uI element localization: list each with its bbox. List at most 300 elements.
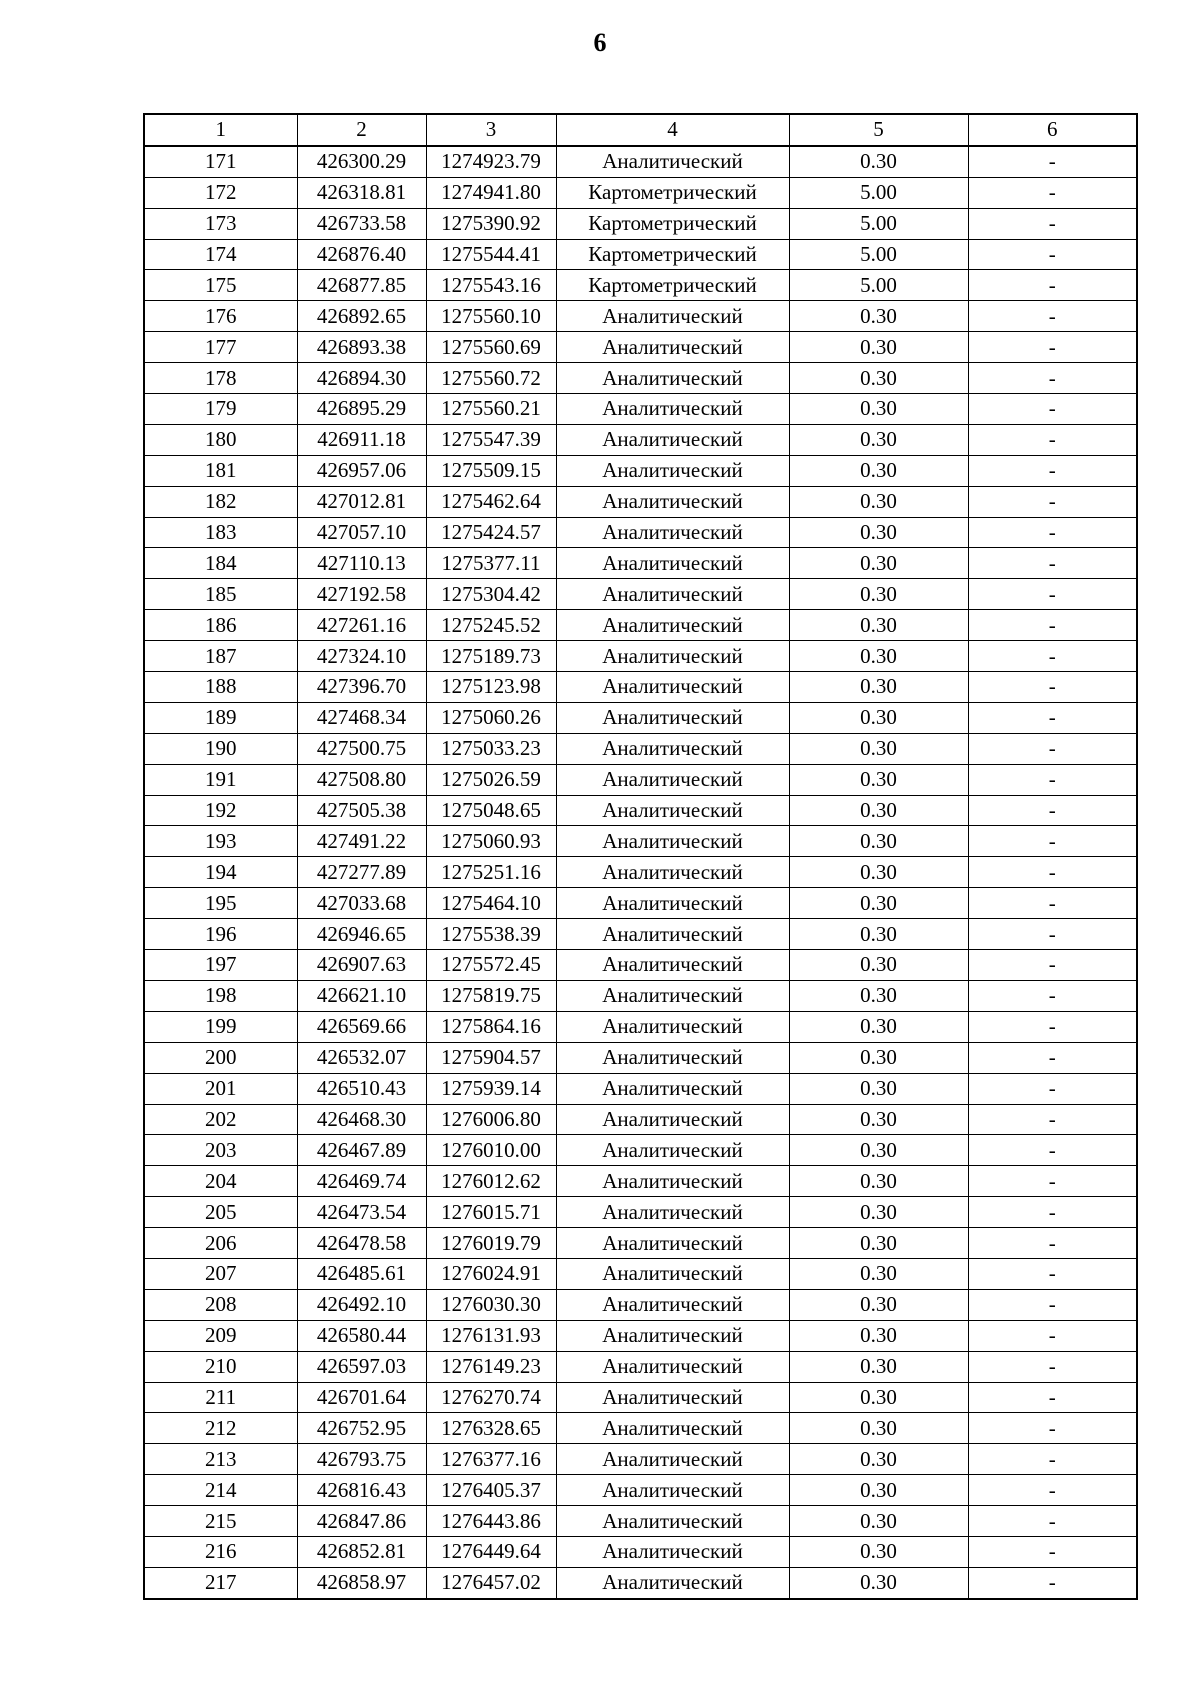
accuracy-cell: 0.30 <box>789 1382 968 1413</box>
x-coordinate-cell: 427110.13 <box>297 548 426 579</box>
column-header: 6 <box>968 114 1137 146</box>
y-coordinate-cell: 1275377.11 <box>426 548 556 579</box>
point-number-cell: 181 <box>144 455 297 486</box>
table-row <box>144 486 1137 517</box>
point-number-cell: 176 <box>144 301 297 332</box>
y-coordinate-cell: 1276457.02 <box>426 1567 556 1598</box>
table-row <box>144 1320 1137 1351</box>
note-cell: - <box>968 733 1137 764</box>
y-coordinate-cell: 1276019.79 <box>426 1228 556 1259</box>
point-number-cell: 207 <box>144 1258 297 1289</box>
note-cell: - <box>968 610 1137 641</box>
y-coordinate-cell: 1275048.65 <box>426 795 556 826</box>
y-coordinate-cell: 1275026.59 <box>426 764 556 795</box>
method-cell: Картометрический <box>556 239 789 270</box>
y-coordinate-cell: 1275560.10 <box>426 301 556 332</box>
note-cell: - <box>968 1351 1137 1382</box>
accuracy-cell: 0.30 <box>789 1197 968 1228</box>
table-row <box>144 980 1137 1011</box>
method-cell: Аналитический <box>556 1536 789 1567</box>
point-number-cell: 192 <box>144 795 297 826</box>
x-coordinate-cell: 426858.97 <box>297 1567 426 1598</box>
y-coordinate-cell: 1276131.93 <box>426 1320 556 1351</box>
x-coordinate-cell: 426852.81 <box>297 1536 426 1567</box>
point-number-cell: 186 <box>144 610 297 641</box>
note-cell: - <box>968 1011 1137 1042</box>
point-number-cell: 197 <box>144 950 297 981</box>
accuracy-cell: 0.30 <box>789 486 968 517</box>
method-cell: Аналитический <box>556 301 789 332</box>
note-cell: - <box>968 1567 1137 1598</box>
note-cell: - <box>968 672 1137 703</box>
method-cell: Аналитический <box>556 919 789 950</box>
y-coordinate-cell: 1276270.74 <box>426 1382 556 1413</box>
note-cell: - <box>968 1228 1137 1259</box>
table-row <box>144 579 1137 610</box>
table-row <box>144 455 1137 486</box>
point-number-cell: 174 <box>144 239 297 270</box>
y-coordinate-cell: 1275251.16 <box>426 857 556 888</box>
table-row <box>144 239 1137 270</box>
x-coordinate-cell: 427508.80 <box>297 764 426 795</box>
note-cell: - <box>968 1042 1137 1073</box>
point-number-cell: 191 <box>144 764 297 795</box>
table-row <box>144 1413 1137 1444</box>
y-coordinate-cell: 1275060.93 <box>426 826 556 857</box>
x-coordinate-cell: 426478.58 <box>297 1228 426 1259</box>
page-number: 6 <box>593 28 607 57</box>
y-coordinate-cell: 1275304.42 <box>426 579 556 610</box>
table-row <box>144 1444 1137 1475</box>
note-cell: - <box>968 239 1137 270</box>
table-row <box>144 1228 1137 1259</box>
accuracy-cell: 0.30 <box>789 1289 968 1320</box>
accuracy-cell: 0.30 <box>789 146 968 177</box>
table-row <box>144 270 1137 301</box>
x-coordinate-cell: 427033.68 <box>297 888 426 919</box>
note-cell: - <box>968 1475 1137 1506</box>
y-coordinate-cell: 1276012.62 <box>426 1166 556 1197</box>
y-coordinate-cell: 1276377.16 <box>426 1444 556 1475</box>
method-cell: Аналитический <box>556 1351 789 1382</box>
method-cell: Аналитический <box>556 641 789 672</box>
note-cell: - <box>968 1536 1137 1567</box>
y-coordinate-cell: 1274923.79 <box>426 146 556 177</box>
point-number-cell: 193 <box>144 826 297 857</box>
table-row <box>144 672 1137 703</box>
method-cell: Аналитический <box>556 672 789 703</box>
point-number-cell: 182 <box>144 486 297 517</box>
table-row <box>144 517 1137 548</box>
x-coordinate-cell: 426876.40 <box>297 239 426 270</box>
accuracy-cell: 0.30 <box>789 888 968 919</box>
point-number-cell: 175 <box>144 270 297 301</box>
x-coordinate-cell: 426469.74 <box>297 1166 426 1197</box>
note-cell: - <box>968 1258 1137 1289</box>
accuracy-cell: 5.00 <box>789 208 968 239</box>
y-coordinate-cell: 1275560.72 <box>426 363 556 394</box>
y-coordinate-cell: 1276030.30 <box>426 1289 556 1320</box>
table-row <box>144 1382 1137 1413</box>
point-number-cell: 202 <box>144 1104 297 1135</box>
accuracy-cell: 0.30 <box>789 301 968 332</box>
table-row <box>144 1073 1137 1104</box>
table-row <box>144 1135 1137 1166</box>
accuracy-cell: 0.30 <box>789 455 968 486</box>
x-coordinate-cell: 426621.10 <box>297 980 426 1011</box>
y-coordinate-cell: 1275560.21 <box>426 394 556 425</box>
method-cell: Аналитический <box>556 1475 789 1506</box>
x-coordinate-cell: 426907.63 <box>297 950 426 981</box>
accuracy-cell: 0.30 <box>789 579 968 610</box>
point-number-cell: 177 <box>144 332 297 363</box>
y-coordinate-cell: 1274941.80 <box>426 177 556 208</box>
table-row <box>144 424 1137 455</box>
method-cell: Аналитический <box>556 764 789 795</box>
note-cell: - <box>968 980 1137 1011</box>
note-cell: - <box>968 208 1137 239</box>
x-coordinate-cell: 426793.75 <box>297 1444 426 1475</box>
point-number-cell: 203 <box>144 1135 297 1166</box>
method-cell: Аналитический <box>556 394 789 425</box>
accuracy-cell: 0.30 <box>789 517 968 548</box>
y-coordinate-cell: 1275060.26 <box>426 702 556 733</box>
y-coordinate-cell: 1276015.71 <box>426 1197 556 1228</box>
table-row <box>144 733 1137 764</box>
accuracy-cell: 0.30 <box>789 1475 968 1506</box>
accuracy-cell: 0.30 <box>789 795 968 826</box>
method-cell: Аналитический <box>556 517 789 548</box>
y-coordinate-cell: 1275033.23 <box>426 733 556 764</box>
accuracy-cell: 5.00 <box>789 270 968 301</box>
x-coordinate-cell: 427057.10 <box>297 517 426 548</box>
point-number-cell: 212 <box>144 1413 297 1444</box>
y-coordinate-cell: 1276449.64 <box>426 1536 556 1567</box>
point-number-cell: 210 <box>144 1351 297 1382</box>
table-row <box>144 332 1137 363</box>
column-header: 4 <box>556 114 789 146</box>
accuracy-cell: 0.30 <box>789 1011 968 1042</box>
method-cell: Аналитический <box>556 579 789 610</box>
method-cell: Аналитический <box>556 1258 789 1289</box>
method-cell: Аналитический <box>556 455 789 486</box>
y-coordinate-cell: 1275464.10 <box>426 888 556 919</box>
note-cell: - <box>968 1413 1137 1444</box>
table-row <box>144 888 1137 919</box>
method-cell: Аналитический <box>556 1567 789 1598</box>
x-coordinate-cell: 426485.61 <box>297 1258 426 1289</box>
accuracy-cell: 0.30 <box>789 919 968 950</box>
note-cell: - <box>968 146 1137 177</box>
accuracy-cell: 0.30 <box>789 1166 968 1197</box>
y-coordinate-cell: 1275572.45 <box>426 950 556 981</box>
table-row <box>144 363 1137 394</box>
table-row <box>144 1567 1137 1598</box>
y-coordinate-cell: 1275819.75 <box>426 980 556 1011</box>
note-cell: - <box>968 1104 1137 1135</box>
column-header: 3 <box>426 114 556 146</box>
table-row <box>144 1536 1137 1567</box>
note-cell: - <box>968 332 1137 363</box>
y-coordinate-cell: 1275560.69 <box>426 332 556 363</box>
accuracy-cell: 0.30 <box>789 857 968 888</box>
accuracy-cell: 0.30 <box>789 1351 968 1382</box>
method-cell: Аналитический <box>556 950 789 981</box>
method-cell: Аналитический <box>556 1228 789 1259</box>
column-header: 5 <box>789 114 968 146</box>
accuracy-cell: 0.30 <box>789 702 968 733</box>
y-coordinate-cell: 1275390.92 <box>426 208 556 239</box>
method-cell: Аналитический <box>556 1166 789 1197</box>
y-coordinate-cell: 1276006.80 <box>426 1104 556 1135</box>
point-number-cell: 201 <box>144 1073 297 1104</box>
table-row <box>144 1506 1137 1537</box>
x-coordinate-cell: 426318.81 <box>297 177 426 208</box>
note-cell: - <box>968 270 1137 301</box>
point-number-cell: 215 <box>144 1506 297 1537</box>
table-row <box>144 1351 1137 1382</box>
y-coordinate-cell: 1276010.00 <box>426 1135 556 1166</box>
note-cell: - <box>968 1289 1137 1320</box>
table-row <box>144 764 1137 795</box>
note-cell: - <box>968 1073 1137 1104</box>
point-number-cell: 217 <box>144 1567 297 1598</box>
point-number-cell: 189 <box>144 702 297 733</box>
note-cell: - <box>968 301 1137 332</box>
accuracy-cell: 0.30 <box>789 1320 968 1351</box>
y-coordinate-cell: 1276328.65 <box>426 1413 556 1444</box>
x-coordinate-cell: 426532.07 <box>297 1042 426 1073</box>
note-cell: - <box>968 888 1137 919</box>
point-number-cell: 204 <box>144 1166 297 1197</box>
point-number-cell: 188 <box>144 672 297 703</box>
table-row <box>144 1289 1137 1320</box>
accuracy-cell: 0.30 <box>789 1444 968 1475</box>
method-cell: Аналитический <box>556 1197 789 1228</box>
method-cell: Аналитический <box>556 702 789 733</box>
x-coordinate-cell: 426877.85 <box>297 270 426 301</box>
accuracy-cell: 5.00 <box>789 239 968 270</box>
note-cell: - <box>968 363 1137 394</box>
point-number-cell: 178 <box>144 363 297 394</box>
method-cell: Аналитический <box>556 1104 789 1135</box>
method-cell: Аналитический <box>556 1382 789 1413</box>
x-coordinate-cell: 426895.29 <box>297 394 426 425</box>
method-cell: Аналитический <box>556 1042 789 1073</box>
note-cell: - <box>968 1506 1137 1537</box>
x-coordinate-cell: 426893.38 <box>297 332 426 363</box>
table-row <box>144 177 1137 208</box>
accuracy-cell: 0.30 <box>789 1073 968 1104</box>
table-body <box>144 146 1137 1599</box>
x-coordinate-cell: 426492.10 <box>297 1289 426 1320</box>
x-coordinate-cell: 426892.65 <box>297 301 426 332</box>
x-coordinate-cell: 427491.22 <box>297 826 426 857</box>
method-cell: Аналитический <box>556 610 789 641</box>
method-cell: Аналитический <box>556 332 789 363</box>
point-number-cell: 173 <box>144 208 297 239</box>
x-coordinate-cell: 426957.06 <box>297 455 426 486</box>
y-coordinate-cell: 1276405.37 <box>426 1475 556 1506</box>
accuracy-cell: 0.30 <box>789 394 968 425</box>
point-number-cell: 199 <box>144 1011 297 1042</box>
accuracy-cell: 0.30 <box>789 1228 968 1259</box>
table-row <box>144 641 1137 672</box>
accuracy-cell: 0.30 <box>789 424 968 455</box>
point-number-cell: 206 <box>144 1228 297 1259</box>
table-row <box>144 1104 1137 1135</box>
method-cell: Аналитический <box>556 548 789 579</box>
method-cell: Аналитический <box>556 1289 789 1320</box>
point-number-cell: 196 <box>144 919 297 950</box>
accuracy-cell: 0.30 <box>789 363 968 394</box>
table-row <box>144 548 1137 579</box>
accuracy-cell: 0.30 <box>789 1042 968 1073</box>
y-coordinate-cell: 1275864.16 <box>426 1011 556 1042</box>
note-cell: - <box>968 1197 1137 1228</box>
x-coordinate-cell: 426597.03 <box>297 1351 426 1382</box>
point-number-cell: 190 <box>144 733 297 764</box>
method-cell: Аналитический <box>556 826 789 857</box>
x-coordinate-cell: 426468.30 <box>297 1104 426 1135</box>
note-cell: - <box>968 764 1137 795</box>
table-row <box>144 1011 1137 1042</box>
x-coordinate-cell: 426580.44 <box>297 1320 426 1351</box>
x-coordinate-cell: 427505.38 <box>297 795 426 826</box>
x-coordinate-cell: 426569.66 <box>297 1011 426 1042</box>
method-cell: Картометрический <box>556 208 789 239</box>
point-number-cell: 179 <box>144 394 297 425</box>
table-row <box>144 1042 1137 1073</box>
point-number-cell: 183 <box>144 517 297 548</box>
point-number-cell: 209 <box>144 1320 297 1351</box>
method-cell: Аналитический <box>556 1444 789 1475</box>
method-cell: Аналитический <box>556 857 789 888</box>
y-coordinate-cell: 1276149.23 <box>426 1351 556 1382</box>
method-cell: Аналитический <box>556 888 789 919</box>
y-coordinate-cell: 1276443.86 <box>426 1506 556 1537</box>
point-number-cell: 213 <box>144 1444 297 1475</box>
method-cell: Аналитический <box>556 980 789 1011</box>
table-row <box>144 795 1137 826</box>
method-cell: Аналитический <box>556 486 789 517</box>
note-cell: - <box>968 517 1137 548</box>
note-cell: - <box>968 1444 1137 1475</box>
table-row <box>144 919 1137 950</box>
table-row <box>144 1197 1137 1228</box>
accuracy-cell: 0.30 <box>789 950 968 981</box>
note-cell: - <box>968 857 1137 888</box>
accuracy-cell: 5.00 <box>789 177 968 208</box>
table-row <box>144 146 1137 177</box>
table-row <box>144 1166 1137 1197</box>
x-coordinate-cell: 426911.18 <box>297 424 426 455</box>
x-coordinate-cell: 426510.43 <box>297 1073 426 1104</box>
y-coordinate-cell: 1275509.15 <box>426 455 556 486</box>
method-cell: Аналитический <box>556 1011 789 1042</box>
x-coordinate-cell: 426894.30 <box>297 363 426 394</box>
point-number-cell: 214 <box>144 1475 297 1506</box>
accuracy-cell: 0.30 <box>789 980 968 1011</box>
accuracy-cell: 0.30 <box>789 764 968 795</box>
point-number-cell: 184 <box>144 548 297 579</box>
y-coordinate-cell: 1275123.98 <box>426 672 556 703</box>
y-coordinate-cell: 1275543.16 <box>426 270 556 301</box>
x-coordinate-cell: 426467.89 <box>297 1135 426 1166</box>
table-row <box>144 1258 1137 1289</box>
note-cell: - <box>968 177 1137 208</box>
table-row <box>144 826 1137 857</box>
y-coordinate-cell: 1275538.39 <box>426 919 556 950</box>
note-cell: - <box>968 1320 1137 1351</box>
method-cell: Аналитический <box>556 424 789 455</box>
note-cell: - <box>968 486 1137 517</box>
note-cell: - <box>968 1382 1137 1413</box>
x-coordinate-cell: 427468.34 <box>297 702 426 733</box>
method-cell: Аналитический <box>556 363 789 394</box>
accuracy-cell: 0.30 <box>789 641 968 672</box>
x-coordinate-cell: 427324.10 <box>297 641 426 672</box>
x-coordinate-cell: 426701.64 <box>297 1382 426 1413</box>
x-coordinate-cell: 427500.75 <box>297 733 426 764</box>
accuracy-cell: 0.30 <box>789 610 968 641</box>
point-number-cell: 172 <box>144 177 297 208</box>
note-cell: - <box>968 641 1137 672</box>
note-cell: - <box>968 579 1137 610</box>
accuracy-cell: 0.30 <box>789 548 968 579</box>
note-cell: - <box>968 702 1137 733</box>
x-coordinate-cell: 426847.86 <box>297 1506 426 1537</box>
method-cell: Картометрический <box>556 270 789 301</box>
point-number-cell: 194 <box>144 857 297 888</box>
point-number-cell: 216 <box>144 1536 297 1567</box>
accuracy-cell: 0.30 <box>789 1104 968 1135</box>
y-coordinate-cell: 1275424.57 <box>426 517 556 548</box>
accuracy-cell: 0.30 <box>789 1536 968 1567</box>
x-coordinate-cell: 427012.81 <box>297 486 426 517</box>
table-row <box>144 857 1137 888</box>
method-cell: Аналитический <box>556 733 789 764</box>
y-coordinate-cell: 1275462.64 <box>426 486 556 517</box>
method-cell: Аналитический <box>556 1413 789 1444</box>
table-row <box>144 950 1137 981</box>
method-cell: Аналитический <box>556 1073 789 1104</box>
note-cell: - <box>968 826 1137 857</box>
x-coordinate-cell: 426752.95 <box>297 1413 426 1444</box>
table-row <box>144 702 1137 733</box>
table-row <box>144 394 1137 425</box>
point-number-cell: 200 <box>144 1042 297 1073</box>
table-row <box>144 208 1137 239</box>
x-coordinate-cell: 427261.16 <box>297 610 426 641</box>
point-number-cell: 208 <box>144 1289 297 1320</box>
table-row <box>144 301 1137 332</box>
note-cell: - <box>968 455 1137 486</box>
y-coordinate-cell: 1276024.91 <box>426 1258 556 1289</box>
accuracy-cell: 0.30 <box>789 1506 968 1537</box>
accuracy-cell: 0.30 <box>789 1135 968 1166</box>
y-coordinate-cell: 1275939.14 <box>426 1073 556 1104</box>
point-number-cell: 180 <box>144 424 297 455</box>
note-cell: - <box>968 795 1137 826</box>
x-coordinate-cell: 426816.43 <box>297 1475 426 1506</box>
point-number-cell: 187 <box>144 641 297 672</box>
point-number-cell: 198 <box>144 980 297 1011</box>
table-header-row <box>144 114 1137 146</box>
accuracy-cell: 0.30 <box>789 1258 968 1289</box>
x-coordinate-cell: 426300.29 <box>297 146 426 177</box>
point-number-cell: 195 <box>144 888 297 919</box>
